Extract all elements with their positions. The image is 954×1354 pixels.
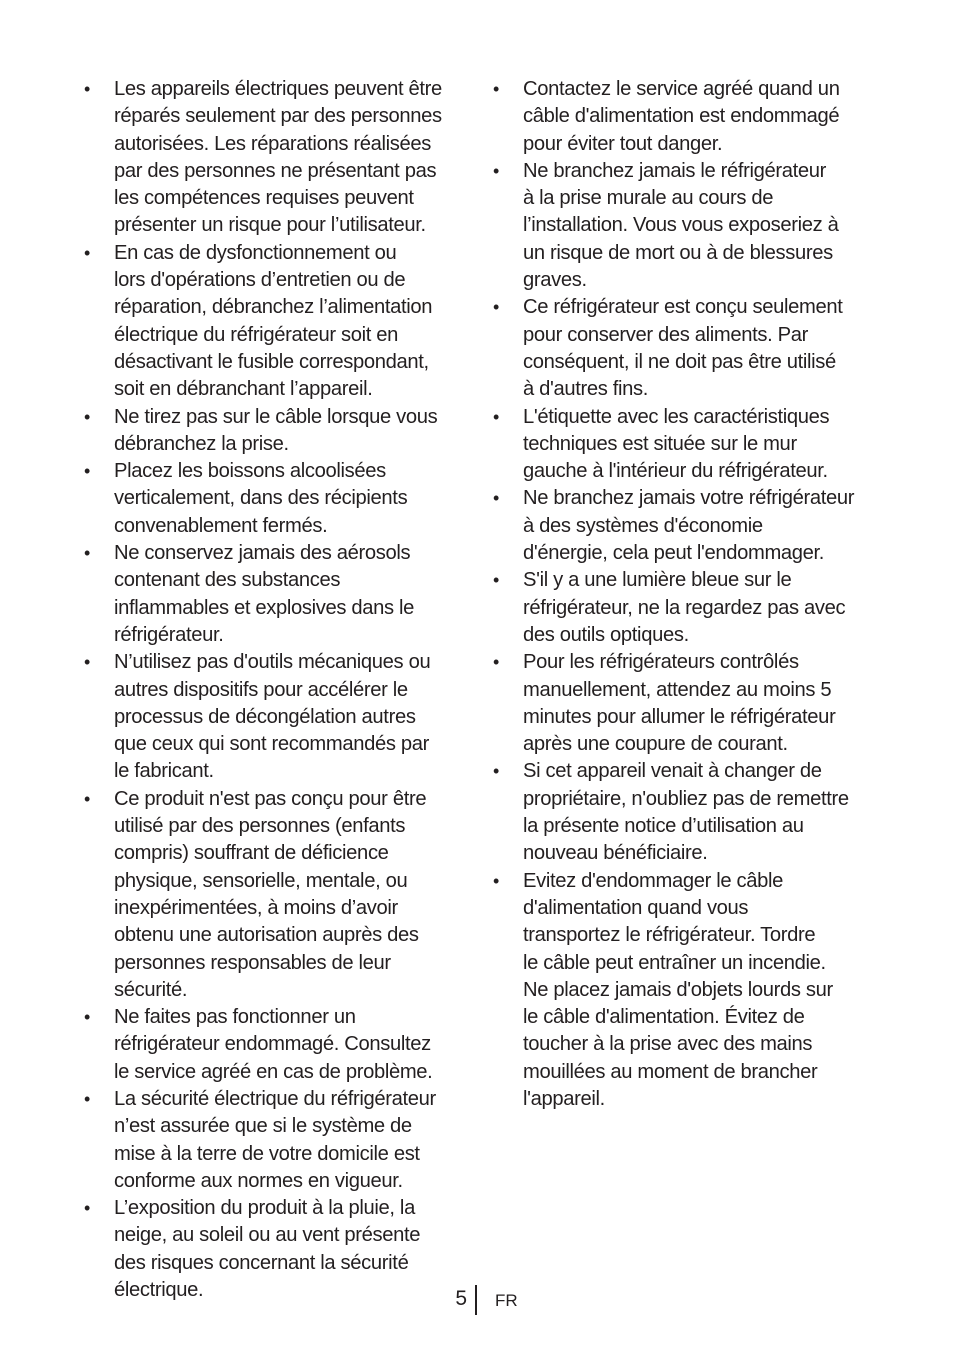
list-item bbox=[489, 868, 889, 1114]
right-column-safety-list bbox=[489, 76, 889, 1113]
list-item bbox=[489, 567, 889, 649]
list-item bbox=[80, 404, 475, 459]
list-item-text: L'étiquette avec les caractéristiques techniques est située sur le mur gauche à l'intérieur du réfrigérateur. bbox=[523, 405, 830, 483]
page-number: 5 bbox=[455, 1287, 467, 1310]
list-item bbox=[489, 158, 889, 294]
list-item bbox=[80, 1086, 475, 1195]
bullet-icon: • bbox=[84, 1088, 90, 1109]
list-item bbox=[489, 485, 889, 567]
bullet-icon: • bbox=[84, 1198, 90, 1219]
list-item bbox=[80, 1004, 475, 1086]
bullet-icon: • bbox=[84, 461, 90, 482]
bullet-icon: • bbox=[493, 570, 499, 591]
list-item-text: Ce produit n'est pas conçu pour être utilisé par des personnes (enfants compris) souffrant de déficience physique, sensorielle, mentale, ou inexpérimentées, à moins d’avoir obtenu une autorisation auprès des personnes responsables de leur sécurité. bbox=[114, 787, 427, 1001]
bullet-icon: • bbox=[84, 242, 90, 263]
bullet-icon: • bbox=[84, 543, 90, 564]
list-item-text: L’exposition du produit à la pluie, la neige, au soleil ou au vent présente des risques concernant la sécurité électrique. bbox=[114, 1197, 421, 1302]
list-item-text: Les appareils électriques peuvent être réparés seulement par des personnes autorisées. Les réparations réalisées par des personnes ne présentant pas les compétences requises peuvent présenter un risque pour l’utilisateur. bbox=[114, 78, 442, 237]
list-item-text: S'il y a une lumière bleue sur le réfrigérateur, ne la regardez pas avec des outils optiques. bbox=[523, 569, 846, 646]
bullet-icon: • bbox=[493, 761, 499, 782]
list-item bbox=[489, 76, 889, 158]
list-item bbox=[489, 294, 889, 403]
list-item bbox=[80, 540, 475, 649]
bullet-icon: • bbox=[493, 160, 499, 181]
bullet-icon: • bbox=[493, 79, 499, 99]
bullet-icon: • bbox=[84, 1007, 90, 1028]
list-item-text: Ne branchez jamais le réfrigérateur à la prise murale au cours de l’installation. Vous vous exposeriez à un risque de mort ou à de blessures graves. bbox=[523, 159, 839, 292]
bullet-icon: • bbox=[493, 297, 499, 318]
list-item-text: En cas de dysfonctionnement ou lors d'opérations d’entretien ou de réparation, débranchez l’alimentation électrique du réfrigérateur soit en désactivant le fusible correspondant, soit en débranchant l’appareil. bbox=[114, 241, 433, 401]
bullet-icon: • bbox=[493, 652, 499, 673]
language-code: FR bbox=[495, 1291, 518, 1310]
list-item-text: Ne faites pas fonctionner un réfrigérateur endommagé. Consultez le service agréé en cas de problème. bbox=[114, 1006, 433, 1083]
bullet-icon: • bbox=[84, 652, 90, 673]
list-item bbox=[80, 240, 475, 404]
list-item bbox=[80, 76, 475, 240]
list-item-text: N’utilisez pas d'outils mécaniques ou autres dispositifs pour accélérer le processus de décongélation autres que ceux qui sont recommandés par le fabricant. bbox=[114, 651, 431, 783]
list-item-text: Contactez le service agréé quand un câble d'alimentation est endommagé pour éviter tout danger. bbox=[523, 78, 840, 155]
list-item-text: La sécurité électrique du réfrigérateur n’est assurée que si le système de mise à la terre de votre domicile est conforme aux normes en vigueur. bbox=[114, 1087, 436, 1192]
list-item-text: Pour les réfrigérateurs contrôlés manuellement, attendez au moins 5 minutes pour allumer le réfrigérateur après une coupure de courant. bbox=[523, 651, 836, 756]
list-item bbox=[80, 649, 475, 785]
list-item-text: Ne tirez pas sur le câble lorsque vous débranchez la prise. bbox=[114, 405, 438, 455]
bullet-icon: • bbox=[84, 406, 90, 427]
bullet-icon: • bbox=[84, 79, 90, 99]
list-item-text: Ce réfrigérateur est conçu seulement pour conserver des aliments. Par conséquent, il ne doit pas être utilisé à d'autres fins. bbox=[523, 296, 843, 401]
list-item bbox=[489, 649, 889, 758]
list-item-text: Placez les boissons alcoolisées verticalement, dans des récipients convenablement fermés. bbox=[114, 460, 408, 537]
list-item bbox=[80, 786, 475, 1004]
page-footer bbox=[0, 1285, 954, 1315]
bullet-icon: • bbox=[493, 406, 499, 427]
list-item-text: Ne conservez jamais des aérosols contenant des substances inflammables et explosives dans le réfrigérateur. bbox=[114, 542, 415, 646]
list-item-text: Evitez d'endommager le câble d'alimentation quand vous transportez le réfrigérateur. Tordre le câble peut entraîner un incendie. Ne placez jamais d'objets lourds sur le câble d'alimentation. Évitez de toucher à la prise avec des mains mouillées au moment de brancher l'appareil. bbox=[523, 869, 833, 1110]
left-column-safety-list bbox=[80, 76, 475, 1304]
bullet-icon: • bbox=[493, 870, 499, 891]
list-item bbox=[489, 758, 889, 867]
list-item bbox=[80, 458, 475, 540]
list-item-text: Si cet appareil venait à changer de propriétaire, n'oubliez pas de remettre la présente notice d’utilisation au nouveau bénéficiaire. bbox=[523, 760, 849, 865]
list-item-text: Ne branchez jamais votre réfrigérateur à des systèmes d'économie d'énergie, cela peut l'endommager. bbox=[523, 487, 855, 565]
bullet-icon: • bbox=[493, 488, 499, 509]
list-item bbox=[489, 404, 889, 486]
footer-divider bbox=[475, 1285, 477, 1315]
bullet-icon: • bbox=[84, 788, 90, 809]
